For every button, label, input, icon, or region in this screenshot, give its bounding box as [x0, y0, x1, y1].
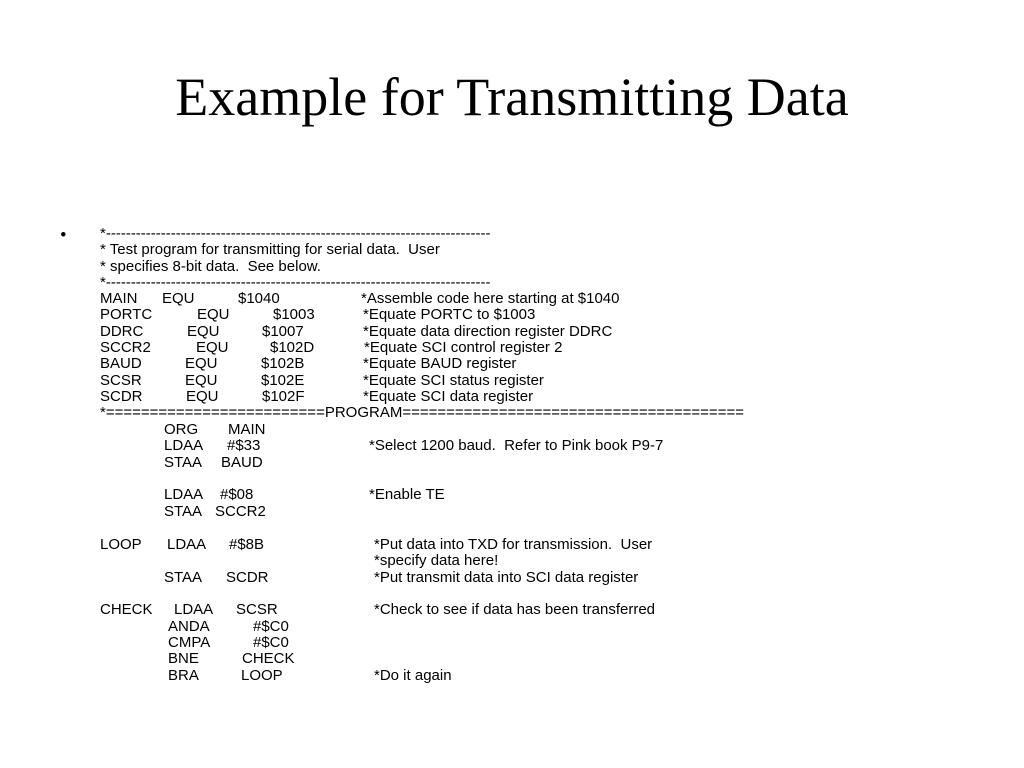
equate-value: $1040 [238, 290, 280, 307]
instr-op: CMPA [168, 634, 211, 651]
equate-comment: *Equate SCI control register 2 [364, 339, 563, 356]
instr-op: LDAA [164, 437, 204, 454]
equate-label: PORTC [100, 306, 153, 323]
instr-operand: SCCR2 [215, 503, 266, 520]
check-label: CHECK [100, 601, 153, 618]
equate-value: $102F [262, 388, 305, 405]
equate-label: SCSR [100, 372, 142, 389]
instr-op: ORG [164, 421, 199, 438]
equate-label: MAIN [100, 290, 138, 307]
slide-title: Example for Transmitting Data [175, 67, 849, 127]
instr-comment: *Do it again [374, 667, 452, 684]
instr-operand: #$8B [229, 536, 265, 553]
instr-comment: *Check to see if data has been transferred [374, 601, 656, 618]
equate-label: SCDR [100, 388, 143, 405]
equate-value: $102B [261, 355, 305, 372]
instr-op: ANDA [168, 618, 210, 635]
instr-comment: *Select 1200 baud. Refer to Pink book P9-7 [369, 437, 664, 454]
instr-operand: SCDR [226, 569, 269, 586]
equate-op: EQU [185, 372, 218, 389]
instr-op: LDAA [174, 601, 214, 618]
equate-comment: *Equate PORTC to $1003 [363, 306, 536, 323]
equate-comment: *Assemble code here starting at $1040 [361, 290, 620, 307]
equate-op: EQU [185, 355, 218, 372]
equate-comment: *Equate data direction register DDRC [363, 323, 613, 340]
instr-operand: SCSR [236, 601, 278, 618]
instr-op: STAA [164, 503, 203, 520]
instr-operand: #$08 [220, 486, 254, 503]
loop-label: LOOP [100, 536, 142, 553]
instr-operand: #$C0 [253, 618, 289, 635]
equate-op: EQU [197, 306, 230, 323]
instr-op: LDAA [164, 486, 204, 503]
instr-operand: #$33 [227, 437, 261, 454]
equate-value: $1003 [273, 306, 315, 323]
equate-label: DDRC [100, 323, 144, 340]
equate-comment: *Equate SCI status register [363, 372, 544, 389]
instr-operand: LOOP [241, 667, 283, 684]
equate-op: EQU [196, 339, 229, 356]
comment-rule-bottom: *----------------------------------------------------------------------------- [100, 274, 491, 291]
instr-comment: *Put transmit data into SCI data register [374, 569, 639, 586]
equate-comment: *Equate SCI data register [363, 388, 534, 405]
instr-op: LDAA [167, 536, 207, 553]
instr-comment: *specify data here! [374, 552, 499, 569]
bullet-marker: • [60, 225, 67, 246]
instr-op: BNE [168, 650, 199, 667]
instr-op: STAA [164, 454, 203, 471]
equate-value: $102D [270, 339, 315, 356]
equate-label: BAUD [100, 355, 142, 372]
equate-value: $102E [261, 372, 305, 389]
equate-op: EQU [187, 323, 220, 340]
instr-op: STAA [164, 569, 203, 586]
equate-comment: *Equate BAUD register [363, 355, 517, 372]
instr-comment: *Enable TE [369, 486, 445, 503]
equate-label: SCCR2 [100, 339, 151, 356]
instr-operand: BAUD [221, 454, 263, 471]
equate-value: $1007 [262, 323, 304, 340]
instr-op: BRA [168, 667, 199, 684]
program-banner: *=========================PROGRAM======================================= [100, 404, 744, 421]
instr-comment: *Put data into TXD for transmission. User [374, 536, 653, 553]
instr-operand: CHECK [242, 650, 295, 667]
comment-rule-top: *----------------------------------------------------------------------------- [100, 225, 491, 242]
comment-line-2: * specifies 8-bit data. See below. [100, 258, 321, 275]
instr-operand: MAIN [228, 421, 266, 438]
equate-op: EQU [186, 388, 219, 405]
comment-line-1: * Test program for transmitting for serial data. User [100, 241, 440, 258]
equate-op: EQU [162, 290, 195, 307]
instr-operand: #$C0 [253, 634, 289, 651]
